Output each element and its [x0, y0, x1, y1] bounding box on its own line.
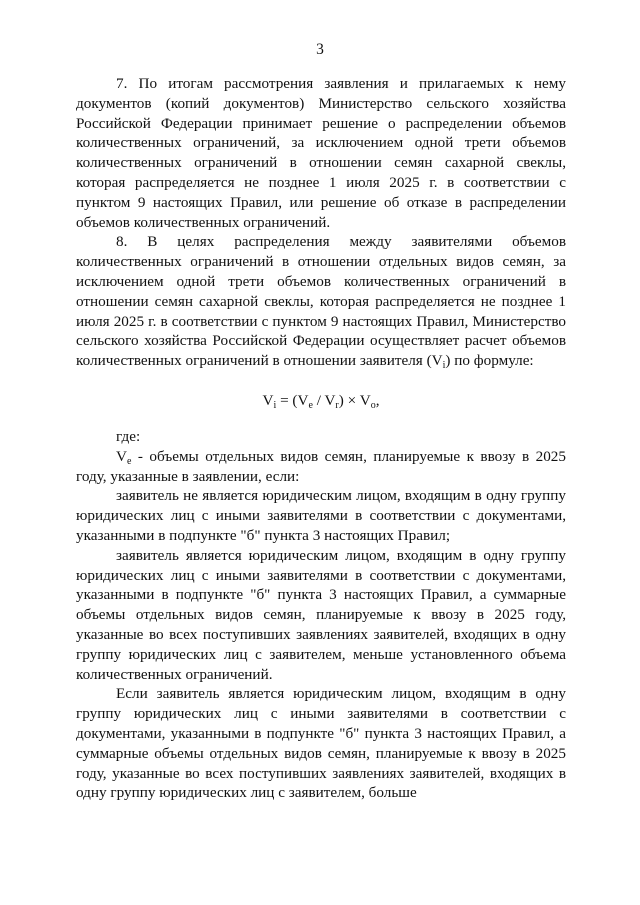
formula-part: ) × V	[338, 391, 371, 409]
formula-part: ,	[375, 391, 380, 409]
formula	[76, 391, 566, 411]
formula-subscript: r	[335, 399, 339, 411]
paragraph-7: 7. По итогам рассмотрения заявления и прилагаемых к нему документов (копий документов) Министерство сельского хозяйства Российской Федерации принимает решение о распределении объемов количественных ограничений, за исключением одной трети объемов количественных ограничений в отношении семян сахарной свеклы, которая распределяется не позднее 1 июля 2025 г. в соответствии с пунктом 9 настоящих Правил, или решение об отказе в распределении объемов количественных ограничений.	[76, 75, 566, 231]
paragraph-8-text: 8. В целях распределения между заявителями объемов количественных ограничений в отношении отдельных видов семян, за исключением одной трети объемов количественных ограничений в отношении семян сахарной свеклы, которая распределяется не позднее 1 июля 2025 г. в соответствии с пунктом 9 настоящих Правил, Министерство сельского хозяйства Российской Федерации осуществляет расчет объемов количественных ограничений в отношении заявителя (V	[76, 233, 566, 370]
formula-part: / V	[312, 391, 336, 409]
formula-subscript: o	[370, 399, 376, 411]
ve-subscript: e	[126, 455, 132, 467]
ve-definition	[76, 447, 566, 487]
formula-part: = (V	[276, 391, 309, 409]
ve-symbol: V	[116, 447, 127, 465]
page-number: 3	[316, 41, 324, 58]
document-body	[76, 74, 566, 803]
paragraph-8	[76, 232, 566, 371]
formula-part: V	[262, 391, 274, 409]
paragraph-8-tail: ) по формуле:	[445, 352, 534, 370]
ve-definition-text: - объемы отдельных видов семян, планируемые к ввозу в 2025 году, указанные в заявлении, если:	[76, 447, 566, 485]
formula-subscript: i	[273, 399, 277, 411]
where-label: где:	[116, 427, 141, 445]
paragraph-last: Если заявитель является юридическим лицом, входящим в одну группу юридических лиц с иными заявителями в соответствии с документами, указанными в подпункте "б" пункта 3 настоящих Правил, а суммарные объемы отдельных видов семян, планируемые к ввозу в 2025 году, указанные во всех поступивших заявлениях заявителей, входящих в одну группу юридических лиц с заявителем, больше	[76, 685, 566, 802]
condition-2: заявитель является юридическим лицом, входящим в одну группу юридических лиц с иными заявителями в соответствии с документами, указанными в подпункте "б" пункта 3 настоящих Правил, а суммарные объемы отдельных видов семян, планируемые к ввозу в 2025 году, указанные во всех поступивших заявлениях заявителей, входящих в одну группу юридических лиц с заявителем, меньше установленного объема количественных ограничений.	[76, 546, 566, 683]
paragraph-8-subscript: i	[442, 360, 446, 372]
condition-1: заявитель не является юридическим лицом, входящим в одну группу юридических лиц с иными заявителями в соответствии с документами, указанными в подпункте "б" пункта 3 настоящих Правил;	[76, 487, 566, 544]
formula-subscript: e	[308, 399, 313, 411]
